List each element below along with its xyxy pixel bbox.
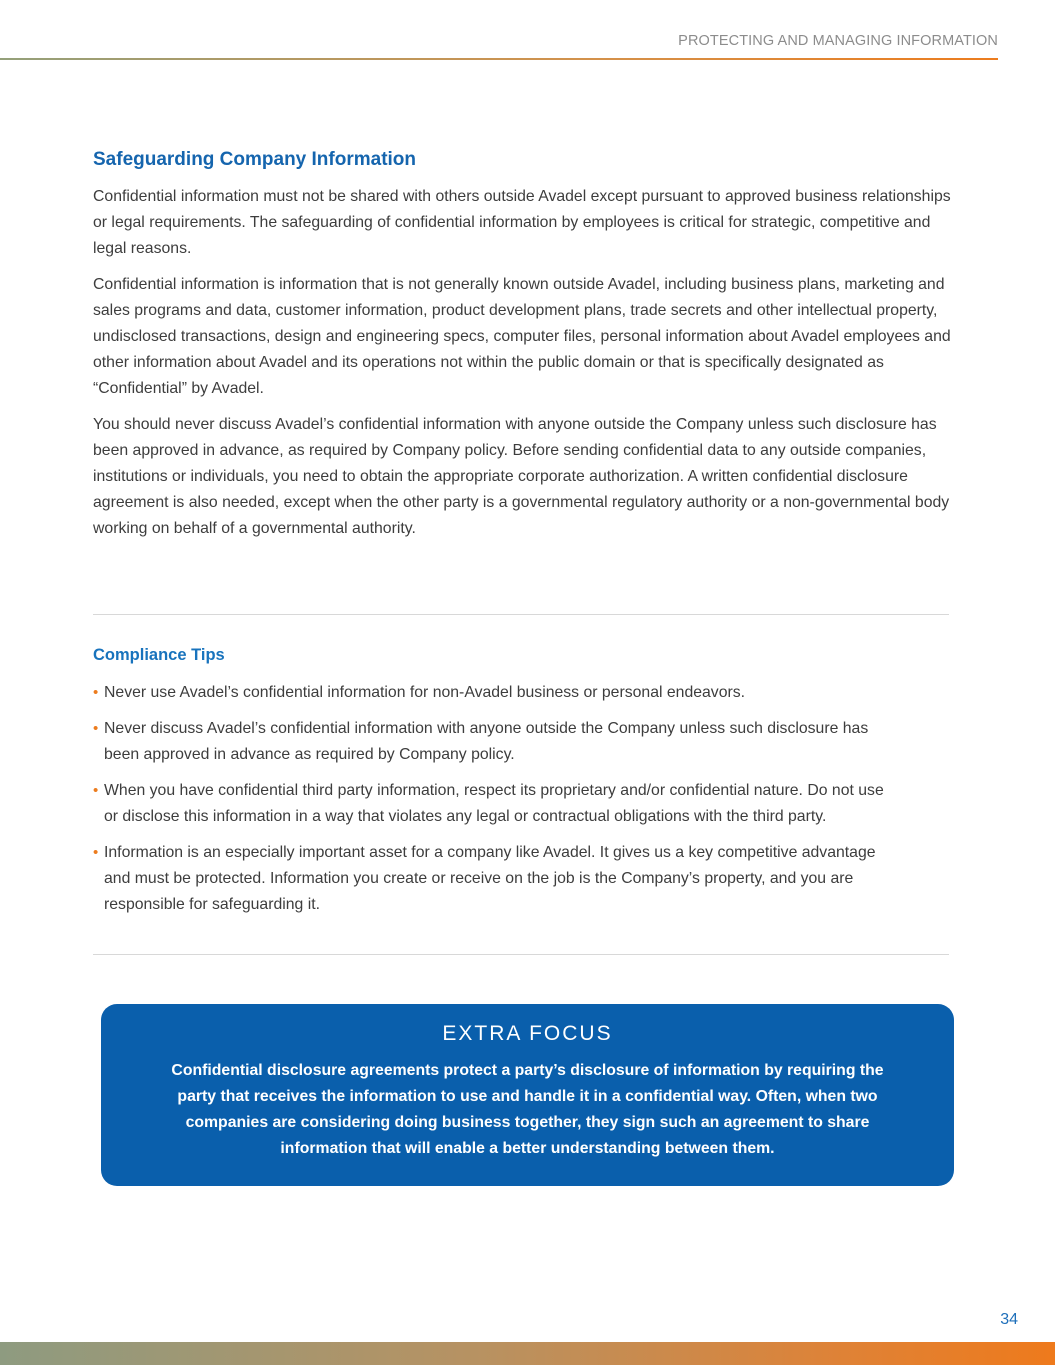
footer-bar (0, 1342, 1055, 1365)
tip-item (93, 716, 893, 768)
header-rule (0, 58, 998, 60)
compliance-tips (93, 644, 893, 928)
tip-item (93, 778, 893, 830)
page-number: 34 (1000, 1311, 1018, 1328)
running-header: PROTECTING AND MANAGING INFORMATION (678, 33, 998, 49)
main-section (93, 148, 953, 552)
paragraph: Confidential information is information that is not generally known outside Avadel, including business plans, marketing and sales programs and data, customer information, product development plans, trade secrets and other intellectual property, undisclosed transactions, design and engineering specs, computer files, personal information about Avadel employees and other information about Avadel and its operations not within the public domain or that is specifically designated as “Confidential” by Avadel. (93, 276, 951, 397)
bullet-icon: • (93, 684, 99, 701)
extra-focus-title: EXTRA FOCUS (442, 1022, 613, 1045)
bullet-icon: • (93, 720, 99, 737)
bullet-icon: • (93, 844, 99, 861)
paragraph: Confidential information must not be shared with others outside Avadel except pursuant to approved business relationships or legal requirements. The safeguarding of confidential information by employees is critical for strategic, competitive and legal reasons. (93, 188, 951, 257)
tip-text: Information is an especially important asset for a company like Avadel. It gives us a key competitive advantage and must be protected. Information you create or receive on the job is the Company’s property, and you are responsible for safeguarding it. (104, 844, 876, 913)
tip-text: When you have confidential third party information, respect its proprietary and/or confidential nature. Do not use or disclose this information in a way that violates any legal or contractual obligations with the third party. (104, 782, 884, 825)
tip-item (93, 680, 893, 706)
section-title: Safeguarding Company Information (93, 149, 417, 170)
extra-focus-text: Confidential disclosure agreements protect a party’s disclosure of information by requiring the party that receives the information to use and handle it in a confidential way. Often, when two companies are considering doing business together, they sign such an agreement to share information that will enable a better understanding between them. (171, 1062, 884, 1157)
tip-text: Never use Avadel’s confidential information for non-Avadel business or personal endeavors. (104, 684, 746, 701)
bullet-icon: • (93, 782, 99, 799)
tips-title: Compliance Tips (93, 646, 225, 664)
paragraph: You should never discuss Avadel’s confidential information with anyone outside the Company unless such disclosure has been approved in advance, as required by Company policy. Before sending confidential data to any outside companies, institutions or individuals, you need to obtain the appropriate corporate authorization. A written confidential disclosure agreement is also needed, except when the other party is a governmental regulatory authority or a non-governmental body working on behalf of a governmental authority. (93, 416, 950, 537)
tip-item (93, 840, 893, 918)
divider (93, 614, 949, 615)
divider (93, 954, 949, 955)
tip-text: Never discuss Avadel’s confidential information with anyone outside the Company unless such disclosure has been approved in advance as required by Company policy. (104, 720, 869, 763)
extra-focus-box (101, 1004, 954, 1186)
